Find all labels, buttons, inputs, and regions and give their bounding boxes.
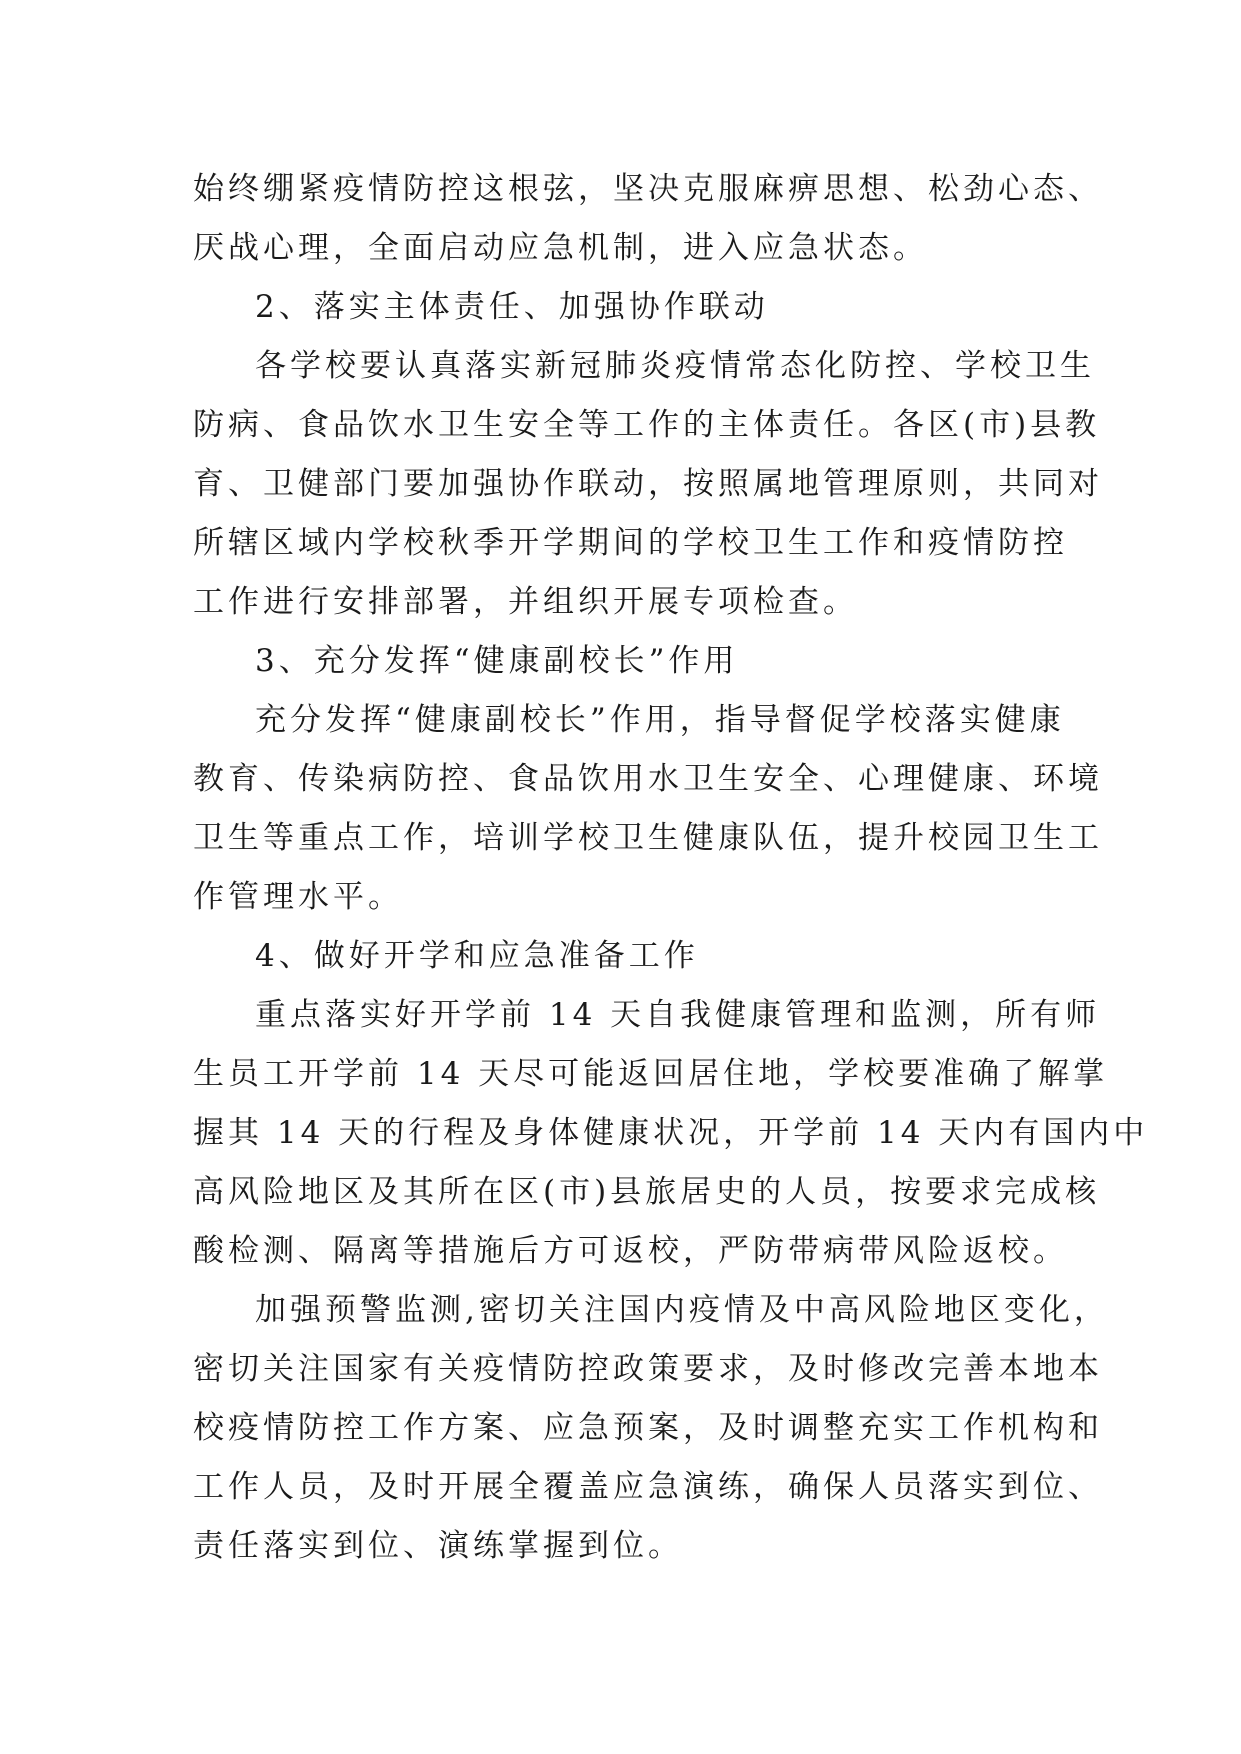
paragraph-line: 育、卫健部门要加强协作联动，按照属地管理原则，共同对 bbox=[193, 466, 1103, 502]
paragraph-line: 握其 14 天的行程及身体健康状况，开学前 14 天内有国内中 bbox=[193, 1115, 1149, 1151]
paragraph-line: 重点落实好开学前 14 天自我健康管理和监测，所有师 bbox=[255, 997, 1101, 1033]
paragraph-line: 加强预警监测,密切关注国内疫情及中高风险地区变化， bbox=[255, 1292, 1109, 1328]
paragraph-line: 充分发挥“健康副校长”作用，指导督促学校落实健康 bbox=[255, 702, 1065, 738]
paragraph-line: 酸检测、隔离等措施后方可返校，严防带病带风险返校。 bbox=[193, 1233, 1068, 1269]
paragraph-line: 卫生等重点工作，培训学校卫生健康队伍，提升校园卫生工 bbox=[193, 820, 1103, 856]
paragraph-line: 所辖区域内学校秋季开学期间的学校卫生工作和疫情防控 bbox=[193, 525, 1068, 561]
paragraph-line: 各学校要认真落实新冠肺炎疫情常态化防控、学校卫生 bbox=[255, 348, 1095, 384]
paragraph-line: 生员工开学前 14 天尽可能返回居住地，学校要准确了解掌 bbox=[193, 1056, 1109, 1092]
section-heading-2: 2、落实主体责任、加强协作联动 bbox=[255, 289, 769, 325]
paragraph-line: 防病、食品饮水卫生安全等工作的主体责任。各区(市)县教 bbox=[193, 407, 1101, 443]
paragraph-line: 密切关注国家有关疫情防控政策要求，及时修改完善本地本 bbox=[193, 1351, 1103, 1387]
paragraph-line: 作管理水平。 bbox=[193, 879, 403, 915]
paragraph-line: 工作进行安排部署，并组织开展专项检查。 bbox=[193, 584, 858, 620]
paragraph-line: 始终绷紧疫情防控这根弦，坚决克服麻痹思想、松劲心态、 bbox=[193, 171, 1103, 207]
paragraph-line: 高风险地区及其所在区(市)县旅居史的人员，按要求完成核 bbox=[193, 1174, 1101, 1210]
paragraph-line: 校疫情防控工作方案、应急预案，及时调整充实工作机构和 bbox=[193, 1410, 1103, 1446]
paragraph-line: 厌战心理，全面启动应急机制，进入应急状态。 bbox=[193, 230, 928, 266]
section-heading-4: 4、做好开学和应急准备工作 bbox=[255, 938, 699, 974]
paragraph-line: 责任落实到位、演练掌握到位。 bbox=[193, 1528, 683, 1564]
paragraph-line: 工作人员，及时开展全覆盖应急演练，确保人员落实到位、 bbox=[193, 1469, 1103, 1505]
document-body bbox=[193, 160, 1149, 1576]
section-heading-3: 3、充分发挥“健康副校长”作用 bbox=[255, 643, 739, 679]
paragraph-line: 教育、传染病防控、食品饮用水卫生安全、心理健康、环境 bbox=[193, 761, 1103, 797]
